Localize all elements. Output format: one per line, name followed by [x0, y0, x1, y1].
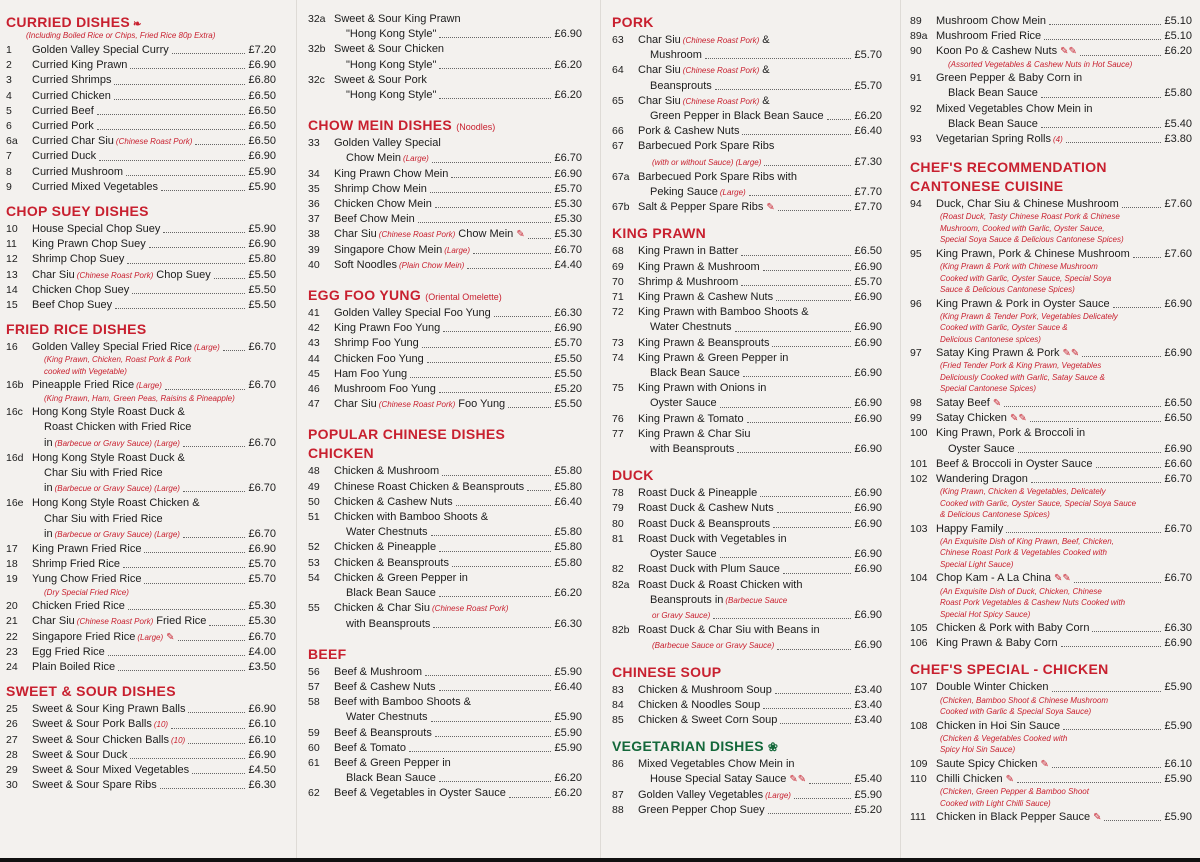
menu-item[interactable]: 19 Yung Chow Fried Rice £5.70 — [6, 573, 276, 586]
menu-item[interactable]: 93 Vegetarian Spring Rolls (4) £3.80 — [910, 132, 1192, 145]
menu-item[interactable]: 35 Shrimp Chow Mein £5.70 — [308, 182, 582, 195]
menu-item[interactable]: 1 Golden Valley Special Curry £7.20 — [6, 44, 276, 56]
menu-item[interactable]: 11 King Prawn Chop Suey £6.90 — [6, 238, 276, 251]
kingprawn-list — [612, 244, 882, 305]
menu-item[interactable]: 16e Hong Kong Style Roast Chicken & — [6, 497, 200, 510]
menu-item[interactable]: 61 Beef & Green Pepper in — [308, 756, 451, 769]
menu-item[interactable]: 12 Shrimp Chop Suey £5.80 — [6, 253, 276, 266]
menu-item[interactable]: 109 Saute Spicy Chicken ✎ £6.10 — [910, 757, 1192, 772]
chicken-list — [308, 540, 582, 570]
menu-item[interactable]: 33 Golden Valley Special — [308, 137, 441, 150]
menu-item[interactable]: 103 Happy Family £6.70 — [910, 522, 1192, 535]
menu-item[interactable]: 5 Curried Beef £6.50 — [6, 104, 276, 117]
menu-item[interactable]: 16d Hong Kong Style Roast Duck & — [6, 451, 185, 464]
menu-item[interactable]: 32c Sweet & Sour Pork — [308, 73, 427, 86]
chicken-list — [308, 464, 582, 510]
menu-item[interactable]: 7 Curried Duck £6.90 — [6, 150, 276, 163]
menu-item[interactable]: 20 Chicken Fried Rice £5.30 — [6, 600, 276, 613]
menu-item[interactable]: 37 Beef Chow Mein £5.30 — [308, 213, 582, 226]
menu-item[interactable]: 97 Satay King Prawn & Pork ✎✎ £6.90 — [910, 346, 1192, 361]
leaf-icon: ❀ — [767, 740, 779, 755]
chefrec-list — [910, 396, 1192, 426]
column-divider — [900, 0, 901, 862]
section-title-friedrice: FRIED RICE DISHES — [6, 321, 147, 338]
menu-item[interactable]: 100 King Prawn, Pork & Broccoli in — [910, 427, 1086, 440]
double-chilli-icon: ✎✎ — [1062, 348, 1080, 360]
section-title-chowmein: CHOW MEIN DISHES (Noodles) — [308, 117, 496, 134]
beef-list — [308, 726, 582, 756]
vegetarian-list — [910, 14, 1192, 60]
menu-item[interactable]: 65 Char Siu (Chinese Roast Pork) & — [612, 94, 770, 107]
menu-item[interactable]: 48 Chicken & Mushroom £5.80 — [308, 465, 582, 478]
menu-item[interactable]: 10 House Special Chop Suey £5.90 — [6, 223, 276, 236]
menu-item[interactable]: 90 Koon Po & Cashew Nuts ✎✎ £6.20 — [910, 44, 1192, 59]
menu-item[interactable]: 26 Sweet & Sour Pork Balls (10) £6.10 — [6, 718, 276, 731]
menu-item[interactable]: 6 Curried Pork £6.50 — [6, 120, 276, 133]
menu-item[interactable]: 38 Char Siu (Chinese Roast Pork) Chow Mein ✎ £5.30 — [308, 227, 582, 242]
menu-item[interactable]: 60 Beef & Tomato £5.90 — [308, 741, 582, 754]
menu-item[interactable]: 83 Chicken & Mushroom Soup £3.40 — [612, 683, 882, 696]
menu-item[interactable]: 85 Chicken & Sweet Corn Soup £3.40 — [612, 713, 882, 726]
menu-item[interactable]: 54 Chicken & Green Pepper in — [308, 571, 468, 584]
section-title-cantonese: CANTONESE CUISINE — [910, 178, 1064, 195]
chowmein-list — [308, 167, 582, 273]
menu-item[interactable]: 107 Double Winter Chicken £5.90 — [910, 681, 1192, 694]
chilli-pepper-icon: ✎ — [766, 202, 775, 214]
curried-list — [6, 43, 276, 195]
menu-item[interactable]: 2 Curried King Prawn £6.90 — [6, 59, 276, 72]
menu-item[interactable]: 88 Green Pepper Chop Suey £5.20 — [612, 803, 882, 816]
menu-item[interactable]: 79 Roast Duck & Cashew Nuts £6.90 — [612, 502, 882, 515]
menu-item[interactable]: 52 Chicken & Pineapple £5.80 — [308, 541, 582, 554]
chilli-pepper-icon: ✎ — [1005, 774, 1015, 786]
menu-item[interactable]: 41 Golden Valley Special Foo Yung £6.30 — [308, 307, 582, 320]
friedrice-list — [6, 599, 276, 675]
section-title-chef-recommendation: CHEF'S RECOMMENDATION — [910, 159, 1107, 176]
chilli-pepper-icon: ✎ — [992, 397, 1002, 409]
double-chilli-icon: ✎✎ — [789, 774, 807, 786]
chilli-pepper-icon: ✎ — [166, 631, 175, 643]
menu-item[interactable]: 111 Chicken in Black Pepper Sauce ✎ £5.90 — [910, 810, 1192, 825]
double-chilli-icon: ✎✎ — [1060, 46, 1077, 58]
menu-item[interactable]: 47 Char Siu (Chinese Roast Pork) Foo Yung £5.50 — [308, 398, 582, 411]
friedrice-list — [6, 542, 276, 588]
section-title-pork: PORK — [612, 14, 654, 30]
soup-list — [612, 683, 882, 729]
menu-item[interactable]: 82a Roast Duck & Roast Chicken with — [612, 578, 803, 591]
sweetsour-list — [6, 702, 276, 793]
menu-item[interactable]: 68 King Prawn in Batter £6.50 — [612, 245, 882, 258]
menu-item[interactable]: 16 Golden Valley Special Fried Rice (Large) £6.70 — [6, 341, 276, 354]
menu-column-1: CURRIED DISHES ❧ (Including Boiled Rice or Chips, Fried Rice 80p Extra) 1 Golden Valley Special Curry £7.20 2 Curried King Prawn £6.90 3 Curried Shrimps £6.80 4 Curried Chicken £6.50 5 Curried Beef £6.50 6 Curried Pork £6.50 6a Curried Char Siu (Chinese Roast Pork) £6.50 7 Curried Duck £6.90 8 Curried Mushroom £5.90 9 Curried Mixed Vegetables £5.90 CHOP SUEY DISHES 10 House Special Chop Suey £5.90 11 King Prawn Chop Suey £6.90 12 Shrimp Chop Suey £5.80 13 Char Siu (Chinese Roast Pork) Chop Suey £5.50 14 Chicken Chop Suey £5.50 15 Beef Chop Suey £5.50 FRIED RICE DISHES 16 Golden Valley Special Fried Rice (Large) £6.70 (King Prawn, Chicken, Roast Pork & Pork cooked with Vegetable) 16b Pineapple Fried Rice (Large) £6.70 (King Prawn, Ham, Green Peas, Raisins & Pineapple) 16c Hong Kong Style Roast Duck & Roast Chicken with Fried Rice in (Barbecue or Gravy Sauce) (Large) £6.70 16d Hong Kong Style Roast Duck & Char Siu with Fried Rice in (Barbecue or Gravy Sauce) (Large) £6.70 16e Hong Kong Style Roast Chicken & Char Siu with Fried Rice in (Barbecue or Gravy Sauce) (Large) £6.70 17 King Prawn Fried Rice £6.90 18 Shrimp Fried Rice £5.70 19 Yung Chow Fried Rice £5.70 (Dry Special Fried Rice) 20 Chicken Fried Rice £5.30 21 Char Siu (Chinese Roast Pork) Fried Rice £5.30 22 Singapore Fried Rice (Large) ✎ £6.70 23 Egg Fried Rice £4.00 24 Plain Boiled Rice £3.50 SWEET & SOUR DISHES 25 Sweet & Sour King Prawn Balls £6.90 26 Sweet & Sour Pork Balls (10) £6.10 27 Sweet & Sour Chicken Balls (10) £6.10 28 Sweet & Sour Duck £6.90 29 Sweet & Sour Mixed Vegetables £4.50 30 Sweet & Sour Spare Ribs £6.30 — [6, 12, 276, 793]
menu-item[interactable]: 55 Chicken & Char Siu (Chinese Roast Pork) — [308, 602, 509, 615]
menu-item[interactable]: 92 Mixed Vegetables Chow Mein in — [910, 102, 1093, 115]
chilli-pepper-icon: ✎ — [1040, 758, 1049, 770]
menu-item[interactable]: 89 Mushroom Chow Mein £5.10 — [910, 15, 1192, 27]
menu-item[interactable]: 101 Beef & Broccoli in Oyster Sauce £6.60 — [910, 457, 1192, 470]
chefrec-list — [910, 621, 1192, 651]
menu-item[interactable]: 63 Char Siu (Chinese Roast Pork) & — [612, 34, 770, 46]
section-title-chicken: CHICKEN — [308, 445, 374, 462]
duck-list — [612, 486, 882, 532]
menu-item[interactable]: 29 Sweet & Sour Mixed Vegetables £4.50 — [6, 763, 276, 776]
menu-item[interactable]: 45 Ham Foo Yung £5.50 — [308, 367, 582, 380]
menu-item[interactable]: 32b Sweet & Sour Chicken — [308, 43, 445, 56]
menu-item[interactable]: 82 Roast Duck with Plum Sauce £6.90 — [612, 563, 882, 576]
menu-item[interactable]: 14 Chicken Chop Suey £5.50 — [6, 283, 276, 296]
menu-item[interactable]: 42 King Prawn Foo Yung £6.90 — [308, 322, 582, 335]
menu-item[interactable]: 16c Hong Kong Style Roast Duck & — [6, 406, 185, 419]
chefspecial-list: 107 Double Winter Chicken £5.90 (Chicken, Bamboo Shoot & Chinese Mushroom Cooked with Garlic & Special Soya Sauce) 108 Chicken in Hoi Sin Sauce £5.90 (Chicken & Vegetables Cooked with Spicy Hoi Sin Sauce) 109 Saute Spicy Chicken ✎ £6.10 110 Chilli Chicken ✎ £5.90 (Chicken, Green Pepper & Bamboo Shoot Cooked with Light Chilli Sauce) 111 Chicken in Black Pepper Sauce ✎ £5.90 — [910, 680, 1192, 825]
menu-item[interactable]: 80 Roast Duck & Beansprouts £6.90 — [612, 517, 882, 530]
menu-item[interactable]: 82b Roast Duck & Char Siu with Beans in — [612, 624, 820, 637]
section-title-curried: CURRIED DISHES ❧ — [6, 14, 142, 30]
menu-item[interactable]: 62 Beef & Vegetables in Oyster Sauce £6.20 — [308, 787, 582, 800]
menu-item[interactable]: 53 Chicken & Beansprouts £5.80 — [308, 556, 582, 569]
menu-item[interactable]: 67 Barbecued Pork Spare Ribs — [612, 140, 775, 153]
menu-item[interactable]: 17 King Prawn Fried Rice £6.90 — [6, 542, 276, 555]
section-title-kingprawn: KING PRAWN — [612, 225, 706, 242]
section-title-duck: DUCK — [612, 467, 654, 484]
menu-item[interactable]: 9 Curried Mixed Vegetables £5.90 — [6, 180, 276, 193]
menu-item[interactable]: 23 Egg Fried Rice £4.00 — [6, 645, 276, 658]
menu-item[interactable]: 56 Beef & Mushroom £5.90 — [308, 665, 582, 678]
menu-item[interactable]: 44 Chicken Foo Yung £5.50 — [308, 352, 582, 365]
menu-item[interactable]: 77 King Prawn & Char Siu — [612, 427, 751, 440]
menu-item[interactable]: 98 Satay Beef ✎ £6.50 — [910, 396, 1192, 411]
section-title-beef: BEEF — [308, 645, 347, 662]
menu-item[interactable]: 96 King Prawn & Pork in Oyster Sauce £6.90 — [910, 297, 1192, 310]
menu-item[interactable]: 67a Barbecued Pork Spare Ribs with — [612, 170, 797, 183]
menu-item[interactable]: 71 King Prawn & Cashew Nuts £6.90 — [612, 291, 882, 304]
beef-list — [308, 665, 582, 695]
menu-item[interactable]: 110 Chilli Chicken ✎ £5.90 — [910, 772, 1192, 787]
menu-item[interactable]: 32a Sweet & Sour King Prawn — [308, 13, 461, 25]
menu-item[interactable]: 64 Char Siu (Chinese Roast Pork) & — [612, 64, 770, 77]
menu-item[interactable]: 30 Sweet & Sour Spare Ribs £6.30 — [6, 779, 276, 792]
menu-item[interactable]: 108 Chicken in Hoi Sin Sauce £5.90 — [910, 719, 1192, 732]
menu-item[interactable]: 102 Wandering Dragon £6.70 — [910, 472, 1192, 485]
menu-item[interactable]: 91 Green Pepper & Baby Corn in — [910, 72, 1083, 85]
menu-item[interactable]: 72 King Prawn with Bamboo Shoots & — [612, 306, 809, 319]
menu-item[interactable]: 18 Shrimp Fried Rice £5.70 — [6, 558, 276, 571]
menu-item[interactable]: 89a Mushroom Fried Rice £5.10 — [910, 30, 1192, 43]
chilli-pepper-icon: ✎ — [516, 229, 525, 241]
chopsuey-list — [6, 222, 276, 313]
menu-item[interactable]: 75 King Prawn with Onions in — [612, 382, 767, 395]
chefrec-list: 101 Beef & Broccoli in Oyster Sauce £6.60 102 Wandering Dragon £6.70 (King Prawn, Chicken & Vegetables, Delicately Cooked with Garlic, Oyster Sauce, Special Soya Sauce & Delicious Cantonese Spices) 103 Happy Family £6.70 (An Exquisite Dish of King Prawn, Beef, Chicken, Chinese Roast Pork & Vegetables Cooked with Special Light Sauce) 104 Chop Kam - A La China ✎✎ £6.70 (An Exquisite Dish of Duck, Chicken, Chinese Roast Pork Vegetables & Cashew Nuts Cooked with Special Hot Spicy Sauce) — [910, 457, 1192, 619]
menu-column-2: 32a Sweet & Sour King Prawn "Hong Kong Style" £6.90 32b Sweet & Sour Chicken "Hong Kong Style" £6.20 32c Sweet & Sour Pork "Hong Kong Style" £6.20 CHOW MEIN DISHES (Noodles) 33 Golden Valley Special Chow Mein (Large) £6.70 34 King Prawn Chow Mein £6.90 35 Shrimp Chow Mein £5.70 36 Chicken Chow Mein £5.30 37 Beef Chow Mein £5.30 38 Char Siu (Chinese Roast Pork) Chow Mein ✎ £5.30 39 Singapore Chow Mein (Large) £6.70 40 Soft Noodles (Plain Chow Mein) £4.40 EGG FOO YUNG (Oriental Omelette) 41 Golden Valley Special Foo Yung £6.30 42 King Prawn Foo Yung £6.90 43 Shrimp Foo Yung £5.70 44 Chicken Foo Yung £5.50 45 Ham Foo Yung £5.50 46 Mushroom Foo Yung £5.20 47 Char Siu (Chinese Roast Pork) Foo Yung £5.50 POPULAR CHINESE DISHES CHICKEN 48 Chicken & Mushroom £5.80 49 Chinese Roast Chicken & Beansprouts £5.80 50 Chicken & Cashew Nuts £6.40 51 Chicken with Bamboo Shoots & Water Chestnuts £5.80 52 Chicken & Pineapple £5.80 53 Chicken & Beansprouts £5.80 54 Chicken & Green Pepper in Black Bean Sauce £6.20 55 Chicken & Char Siu (Chinese Roast Pork) with Beansprouts £6.30 BEEF 56 Beef & Mushroom £5.90 57 Beef & Cashew Nuts £6.40 58 Beef with Bamboo Shoots & Water Chestnuts £5.90 59 Beef & Beansprouts £5.90 60 Beef & Tomato £5.90 61 Beef & Green Pepper in Black Bean Sauce £6.20 62 Beef & Vegetables in Oyster Sauce £6.20 — [308, 12, 582, 802]
menu-item[interactable]: 86 Mixed Vegetables Chow Mein in — [612, 758, 795, 771]
veg-list — [612, 788, 882, 818]
menu-item[interactable]: 4 Curried Chicken £6.50 — [6, 89, 276, 102]
menu-item[interactable]: 74 King Prawn & Green Pepper in — [612, 351, 789, 364]
menu-item[interactable]: 70 Shrimp & Mushroom £5.70 — [612, 275, 882, 288]
chilli-pepper-icon: ❧ — [133, 19, 142, 30]
menu-column-4: 89 Mushroom Chow Mein £5.10 89a Mushroom Fried Rice £5.10 90 Koon Po & Cashew Nuts ✎✎ £6.20 (Assorted Vegetables & Cashew Nuts in Hot Sauce) 91 Green Pepper & Baby Corn in Black Bean Sauce £5.80 92 Mixed Vegetables Chow Mein in Black Bean Sauce £5.40 93 Vegetarian Spring Rolls (4) £3.80 CHEF'S RECOMMENDATION CANTONESE CUISINE 94 Duck, Char Siu & Chinese Mushroom £7.60 (Roast Duck, Tasty Chinese Roast Pork & Chinese Mushroom, Cooked with Garlic, Oyster Sauce, Special Soya Sauce & Delicious Cantonese Spices) 95 King Prawn, Pork & Chinese Mushroom £7.60 (King Prawn & Pork with Chinese Mushroom Cooked with Garlic, Oyster Sauce, Special Soya Sauce & Delicious Cantonese Spices) 96 King Prawn & Pork in Oyster Sauce £6.90 (King Prawn & Tender Pork, Vegetables Delicately Cooked with Garlic, Oyster Sauce & Delicious Cantonese spices) 97 Satay King Prawn & Pork ✎✎ £6.90 (Fried Tender Pork & King Prawn, Vegetables Deliciously Cooked with Garlic, Satay Sauce & Special Cantonese Spices) 98 Satay Beef ✎ £6.50 99 Satay Chicken ✎✎ £6.50 100 King Prawn, Pork & Broccoli in Oyster Sauce £6.90 101 Beef & Broccoli in Oyster Sauce £6.60 102 Wandering Dragon £6.70 (King Prawn, Chicken & Vegetables, Delicately Cooked with Garlic, Oyster Sauce, Special Soya Sauce & Delicious Cantonese Spices) 103 Happy Family £6.70 (An Exquisite Dish of King Prawn, Beef, Chicken, Chinese Roast Pork & Vegetables Cooked with Special Light Sauce) 104 Chop Kam - A La China ✎✎ £6.70 (An Exquisite Dish of Duck, Chicken, Chinese Roast Pork Vegetables & Cashew Nuts Cooked with Special Hot Spicy Sauce) 105 Chicken & Pork with Baby Corn £6.30 106 King Prawn & Baby Corn £6.90 CHEF'S SPECIAL - CHICKEN 107 Double Winter Chicken £5.90 (Chicken, Bamboo Shoot & Chinese Mushroom Cooked with Garlic & Special Soya Sauce) 108 Chicken in Hoi Sin Sauce £5.90 (Chicken & Vegetables Cooked with Spicy Hoi Sin Sauce) 109 Saute Spicy Chicken ✎ £6.10 110 Chilli Chicken ✎ £5.90 (Chicken, Green Pepper & Bamboo Shoot Cooked with Light Chilli Sauce) 111 Chicken in Black Pepper Sauce ✎ £5.90 — [910, 12, 1192, 825]
menu-item[interactable]: 43 Shrimp Foo Yung £5.70 — [308, 337, 582, 350]
section-title-soup: CHINESE SOUP — [612, 663, 722, 680]
menu-item[interactable]: 34 King Prawn Chow Mein £6.90 — [308, 167, 582, 180]
menu-item[interactable]: 39 Singapore Chow Mein (Large) £6.70 — [308, 243, 582, 256]
menu-item[interactable]: 99 Satay Chicken ✎✎ £6.50 — [910, 411, 1192, 426]
column-divider — [296, 0, 297, 862]
menu-item[interactable]: 87 Golden Valley Vegetables (Large) £5.90 — [612, 788, 882, 801]
menu-item[interactable]: 67b Salt & Pepper Spare Ribs ✎ £7.70 — [612, 200, 882, 215]
menu-item[interactable]: 94 Duck, Char Siu & Chinese Mushroom £7.60 — [910, 198, 1192, 211]
menu-item[interactable]: 66 Pork & Cashew Nuts £6.40 — [612, 125, 882, 138]
section-title-popular: POPULAR CHINESE DISHES — [308, 426, 506, 443]
section-title-chopsuey: CHOP SUEY DISHES — [6, 203, 149, 220]
menu-item[interactable]: 50 Chicken & Cashew Nuts £6.40 — [308, 495, 582, 508]
section-title-chef-special: CHEF'S SPECIAL - CHICKEN — [910, 661, 1109, 678]
menu-item[interactable]: 22 Singapore Fried Rice (Large) ✎ £6.70 — [6, 630, 276, 645]
menu-item[interactable]: 59 Beef & Beansprouts £5.90 — [308, 726, 582, 739]
menu-column-3: PORK 63 Char Siu (Chinese Roast Pork) & Mushroom £5.70 64 Char Siu (Chinese Roast Pork) & Beansprouts £5.70 65 Char Siu (Chinese Roast Pork) & Green Pepper in Black Bean Sauce £6.20 66 Pork & Cashew Nuts £6.40 67 Barbecued Pork Spare Ribs (with or without Sauce) (Large) £7.30 67a Barbecued Pork Spare Ribs with Peking Sauce (Large) £7.70 67b Salt & Pepper Spare Ribs ✎ £7.70 KING PRAWN 68 King Prawn in Batter £6.50 69 King Prawn & Mushroom £6.90 70 Shrimp & Mushroom £5.70 71 King Prawn & Cashew Nuts £6.90 72 King Prawn with Bamboo Shoots & Water Chestnuts £6.90 73 King Prawn & Beansprouts £6.90 74 King Prawn & Green Pepper in Black Bean Sauce £6.90 75 King Prawn with Onions in Oyster Sauce £6.90 76 King Prawn & Tomato £6.90 77 King Prawn & Char Siu with Beansprouts £6.90 DUCK 78 Roast Duck & Pineapple £6.90 79 Roast Duck & Cashew Nuts £6.90 80 Roast Duck & Beansprouts £6.90 81 Roast Duck with Vegetables in Oyster Sauce £6.90 82 Roast Duck with Plum Sauce £6.90 82a Roast Duck & Roast Chicken with Beansprouts in (Barbecue Sauce or Gravy Sauce) £6.90 82b Roast Duck & Char Siu with Beans in (Barbecue Sauce or Gravy Sauce) £6.90 CHINESE SOUP 83 Chicken & Mushroom Soup £3.40 84 Chicken & Noodles Soup £3.40 85 Chicken & Sweet Corn Soup £3.40 VEGETARIAN DISHES ❀ 86 Mixed Vegetables Chow Mein in House Special Satay Sauce ✎✎ £5.40 87 Golden Valley Vegetables (Large) £5.90 88 Green Pepper Chop Suey £5.20 — [612, 12, 882, 818]
menu-item[interactable]: 106 King Prawn & Baby Corn £6.90 — [910, 637, 1192, 650]
page-bottom-edge — [0, 858, 1200, 862]
menu-item[interactable]: 81 Roast Duck with Vegetables in — [612, 532, 787, 545]
menu-item[interactable]: 46 Mushroom Foo Yung £5.20 — [308, 383, 582, 396]
menu-item[interactable]: 69 King Prawn & Mushroom £6.90 — [612, 260, 882, 273]
menu-item[interactable]: 51 Chicken with Bamboo Shoots & — [308, 511, 489, 524]
column-divider — [600, 0, 601, 862]
menu-item[interactable]: 6a Curried Char Siu (Chinese Roast Pork) £6.50 — [6, 135, 276, 148]
menu-item[interactable]: 78 Roast Duck & Pineapple £6.90 — [612, 487, 882, 500]
menu-item[interactable]: 25 Sweet & Sour King Prawn Balls £6.90 — [6, 703, 276, 716]
menu-item[interactable]: 73 King Prawn & Beansprouts £6.90 — [612, 336, 882, 349]
double-chilli-icon: ✎✎ — [1053, 573, 1071, 585]
menu-item[interactable]: 84 Chicken & Noodles Soup £3.40 — [612, 698, 882, 711]
menu-item[interactable]: 105 Chicken & Pork with Baby Corn £6.30 — [910, 622, 1192, 635]
menu-item[interactable]: 36 Chicken Chow Mein £5.30 — [308, 198, 582, 211]
section-note: (Including Boiled Rice or Chips, Fried Rice 80p Extra) — [26, 31, 216, 40]
menu-item[interactable]: 16b Pineapple Fried Rice (Large) £6.70 — [6, 379, 276, 392]
chefrec-list: 94 Duck, Char Siu & Chinese Mushroom £7.60 (Roast Duck, Tasty Chinese Roast Pork & Chinese Mushroom, Cooked with Garlic, Oyster Sauce, Special Soya Sauce & Delicious Cantonese Spices) 95 King Prawn, Pork & Chinese Mushroom £7.60 (King Prawn & Pork with Chinese Mushroom Cooked with Garlic, Oyster Sauce, Special Soya Sauce & Delicious Cantonese Spices) 96 King Prawn & Pork in Oyster Sauce £6.90 (King Prawn & Tender Pork, Vegetables Delicately Cooked with Garlic, Oyster Sauce & Delicious Cantonese spices) 97 Satay King Prawn & Pork ✎✎ £6.90 (Fried Tender Pork & King Prawn, Vegetables Deliciously Cooked with Garlic, Satay Sauce & Special Cantonese Spices) — [910, 198, 1192, 394]
eggfoo-list — [308, 306, 582, 412]
menu-item[interactable]: 15 Beef Chop Suey £5.50 — [6, 299, 276, 312]
menu-item[interactable]: 104 Chop Kam - A La China ✎✎ £6.70 — [910, 571, 1192, 586]
menu-item[interactable]: 95 King Prawn, Pork & Chinese Mushroom £7.60 — [910, 247, 1192, 260]
menu-item[interactable]: 3 Curried Shrimps £6.80 — [6, 74, 276, 87]
menu-item[interactable]: 49 Chinese Roast Chicken & Beansprouts £5.80 — [308, 480, 582, 493]
menu-item[interactable]: 21 Char Siu (Chinese Roast Pork) Fried Rice £5.30 — [6, 615, 276, 628]
section-title-eggfoo: EGG FOO YUNG (Oriental Omelette) — [308, 287, 502, 304]
chilli-pepper-icon: ✎ — [1093, 812, 1102, 824]
menu-item[interactable]: 13 Char Siu (Chinese Roast Pork) Chop Suey £5.50 — [6, 268, 276, 281]
menu-item[interactable]: 58 Beef with Bamboo Shoots & — [308, 696, 471, 709]
double-chilli-icon: ✎✎ — [1009, 413, 1027, 425]
menu-item[interactable]: 24 Plain Boiled Rice £3.50 — [6, 660, 276, 673]
menu-item[interactable]: 27 Sweet & Sour Chicken Balls (10) £6.10 — [6, 733, 276, 746]
menu-item[interactable]: 76 King Prawn & Tomato £6.90 — [612, 412, 882, 425]
section-title-vegetarian: VEGETARIAN DISHES ❀ — [612, 738, 779, 755]
menu-item[interactable]: 40 Soft Noodles (Plain Chow Mein) £4.40 — [308, 258, 582, 271]
menu-item[interactable]: 8 Curried Mushroom £5.90 — [6, 165, 276, 178]
menu-item[interactable]: 57 Beef & Cashew Nuts £6.40 — [308, 680, 582, 693]
section-title-sweetsour: SWEET & SOUR DISHES — [6, 683, 176, 700]
menu-item[interactable]: 28 Sweet & Sour Duck £6.90 — [6, 748, 276, 761]
